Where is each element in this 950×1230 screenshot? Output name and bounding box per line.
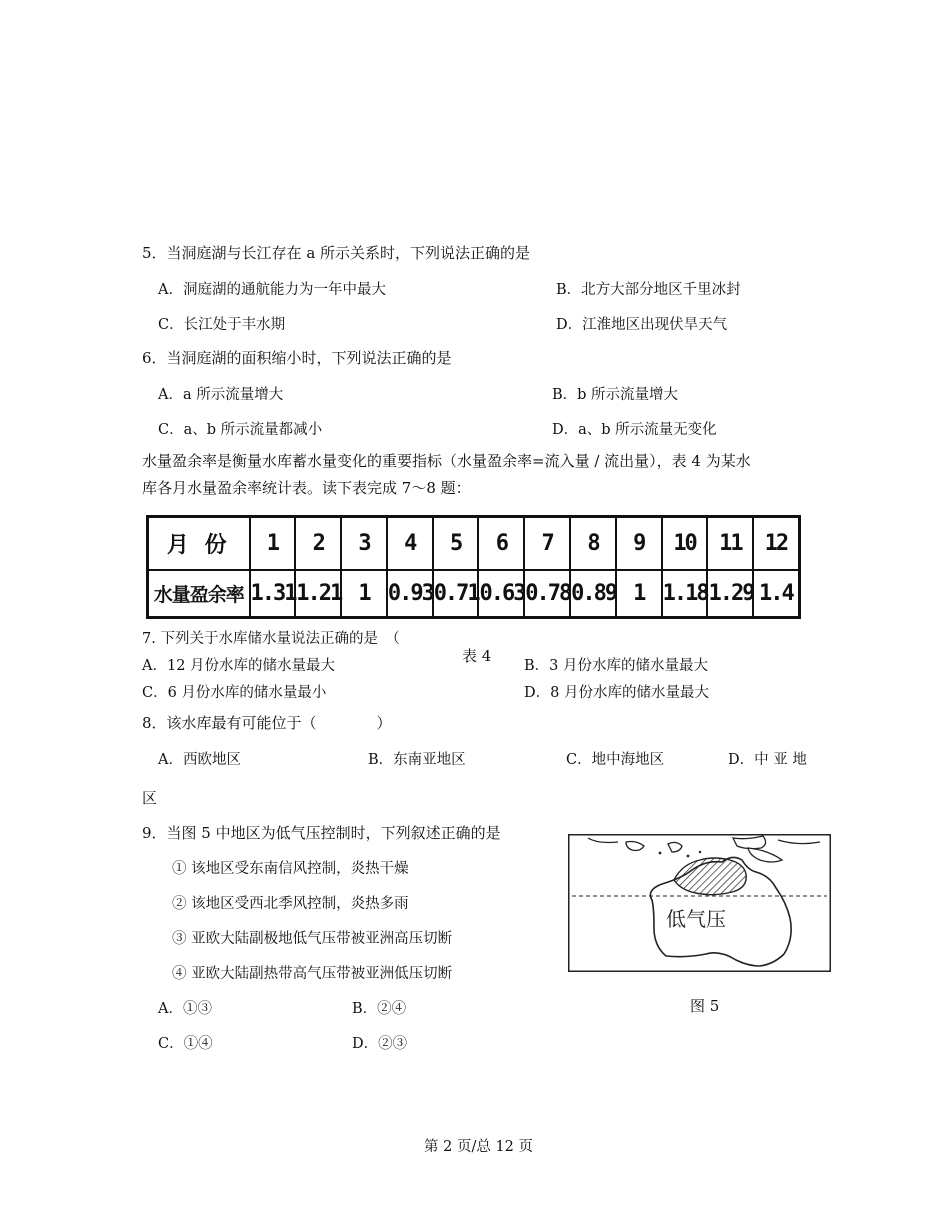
q6-option-a: A．a 所示流量增大 — [158, 387, 284, 403]
map-label-low-pressure: 低气压 — [666, 907, 726, 931]
intro-line-1: 水量盈余率是衡量水库蓄水量变化的重要指标（水量盈余率=流入量 / 流出量），表 4 为某水 — [142, 452, 751, 470]
q8-option-a: A．西欧地区 — [158, 752, 241, 768]
table-row-rates — [148, 570, 800, 617]
page-number: 第 2 页/总 12 页 — [424, 1139, 533, 1155]
q9-statement-2: ② 该地区受西北季风控制，炎热多雨 — [172, 896, 409, 912]
table-4 — [146, 515, 801, 619]
q9-option-c: C．①④ — [158, 1036, 213, 1052]
table-cell-rate: 1.21 — [295, 570, 341, 617]
table-cell-month: 1 — [250, 517, 296, 571]
table-header-rate: 水量盈余率 — [148, 570, 250, 617]
table-cell-rate: 0.63 — [478, 570, 524, 617]
table-cell-rate: 0.89 — [570, 570, 616, 617]
q5-option-a: A．洞庭湖的通航能力为一年中最大 — [158, 282, 386, 298]
figure-5-caption: 图 5 — [690, 997, 720, 1015]
q9-option-a: A．①③ — [158, 1001, 212, 1017]
q5-option-b: B．北方大部分地区千里冰封 — [556, 282, 741, 298]
table-cell-month: 9 — [616, 517, 662, 571]
table-4-caption: 表 4 — [462, 647, 492, 665]
island-shape — [733, 836, 766, 849]
table-cell-rate: 0.78 — [524, 570, 570, 617]
table-cell-rate: 1 — [341, 570, 387, 617]
table-cell-month: 3 — [341, 517, 387, 571]
q9-statement-3: ③ 亚欧大陆副极地低气压带被亚洲高压切断 — [172, 931, 453, 947]
q7-option-a: A．12 月份水库的储水量最大 — [142, 658, 336, 674]
q8-option-c: C．地中海地区 — [566, 752, 665, 768]
table-cell-rate: 1.31 — [250, 570, 296, 617]
q6-option-b: B．b 所示流量增大 — [552, 387, 679, 403]
q6-option-d: D．a、b 所示流量无变化 — [552, 422, 717, 438]
q7-option-c: C．6 月份水库的储水量最小 — [142, 685, 327, 701]
q7-option-d: D．8 月份水库的储水量最大 — [524, 685, 709, 701]
table-cell-month: 4 — [387, 517, 433, 571]
table-cell-month: 5 — [433, 517, 479, 571]
table-cell-rate: 1.4 — [753, 570, 799, 617]
q7-option-b: B．3 月份水库的储水量最大 — [524, 658, 708, 674]
q5-option-c: C．长江处于丰水期 — [158, 317, 286, 333]
table-cell-rate: 0.93 — [387, 570, 433, 617]
q9-option-d: D．②③ — [352, 1036, 408, 1052]
table-cell-month: 10 — [662, 517, 708, 571]
table-cell-month: 6 — [478, 517, 524, 571]
table-cell-month: 7 — [524, 517, 570, 571]
q5-stem: 5．当洞庭湖与长江存在 a 所示关系时，下列说法正确的是 — [142, 244, 531, 262]
table-header-month: 月 份 — [148, 517, 250, 571]
table-cell-rate: 1.29 — [707, 570, 753, 617]
table-cell-rate: 1 — [616, 570, 662, 617]
q6-stem: 6．当洞庭湖的面积缩小时，下列说法正确的是 — [142, 349, 452, 367]
q8-stem: 8．该水库最有可能位于（ ） — [142, 714, 392, 732]
island-dot — [659, 852, 662, 855]
table-cell-month: 8 — [570, 517, 616, 571]
q9-statement-1: ① 该地区受东南信风控制，炎热干燥 — [172, 861, 409, 877]
intro-line-2: 库各月水量盈余率统计表。读下表完成 7～8 题： — [142, 479, 471, 497]
q8-option-b: B．东南亚地区 — [368, 752, 466, 768]
q6-option-c: C．a、b 所示流量都减小 — [158, 422, 323, 438]
table-cell-month: 11 — [707, 517, 753, 571]
q5-option-d: D．江淮地区出现伏旱天气 — [556, 317, 728, 333]
q8-option-d: D．中 亚 地 — [728, 752, 807, 768]
island-dot — [687, 855, 690, 858]
q8-option-d-wrap: 区 — [142, 789, 158, 807]
figure-5-map — [568, 834, 831, 972]
table-cell-month: 12 — [753, 517, 799, 571]
q9-statement-4: ④ 亚欧大陆副热带高气压带被亚洲低压切断 — [172, 966, 453, 982]
q9-option-b: B．②④ — [352, 1001, 407, 1017]
table-cell-month: 2 — [295, 517, 341, 571]
q9-stem: 9．当图 5 中地区为低气压控制时，下列叙述正确的是 — [142, 824, 501, 842]
table-cell-rate: 0.71 — [433, 570, 479, 617]
table-cell-rate: 1.18 — [662, 570, 708, 617]
q7-stem: 7. 下列关于水库储水量说法正确的是 （ — [142, 631, 400, 647]
island-dot — [699, 851, 701, 853]
table-row-months — [148, 517, 800, 571]
